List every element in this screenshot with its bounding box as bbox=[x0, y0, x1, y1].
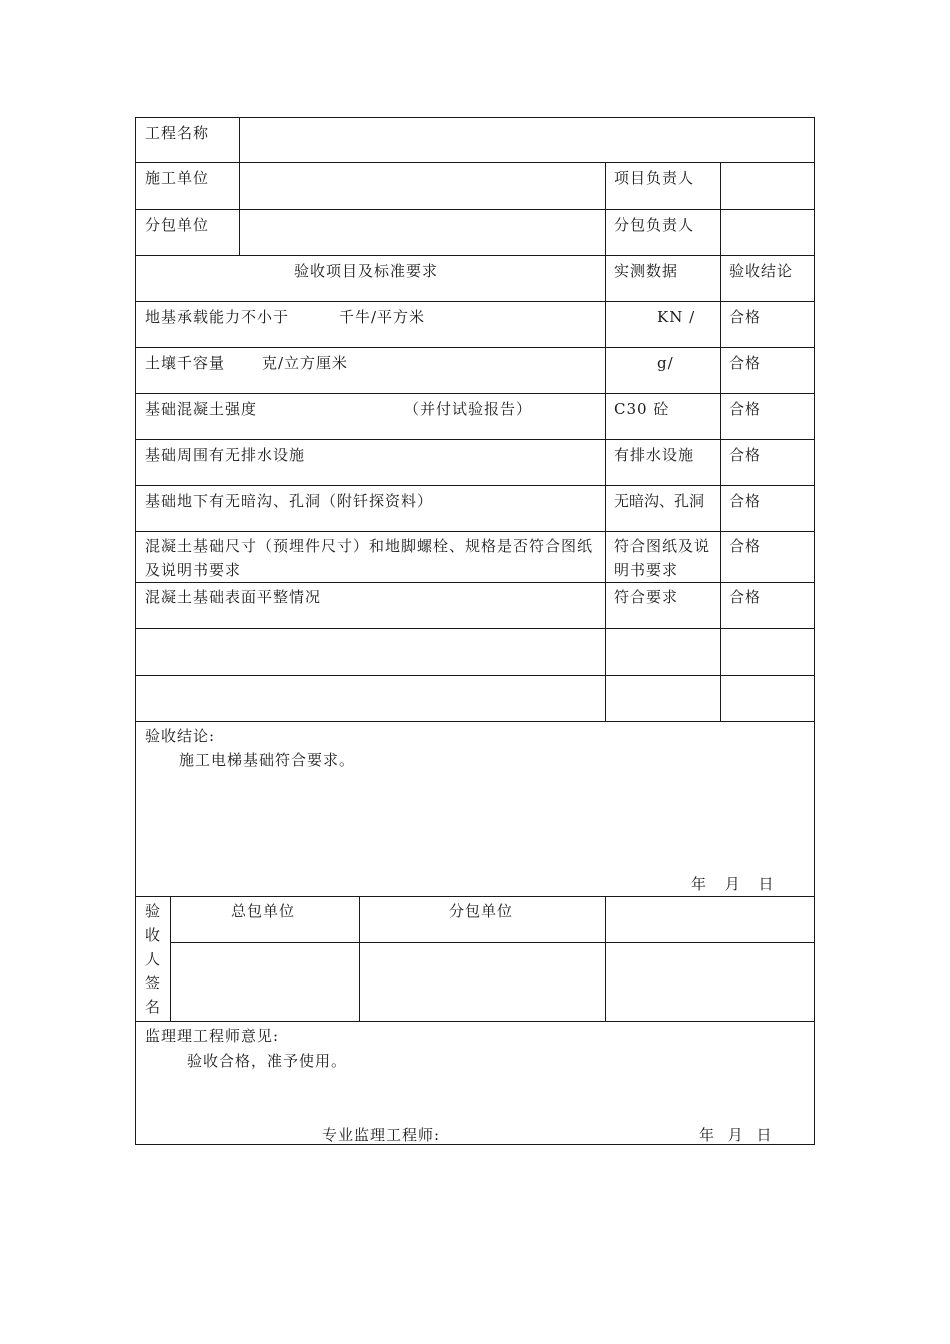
row-divider bbox=[136, 721, 814, 722]
item-measured: 无暗沟、孔洞 bbox=[614, 492, 705, 510]
col-divider bbox=[170, 896, 171, 1021]
row-divider bbox=[136, 439, 814, 440]
row-divider bbox=[136, 628, 814, 629]
item-conclusion: 合格 bbox=[729, 588, 762, 606]
subcontractor-label: 分包单位 bbox=[145, 216, 210, 234]
supervisor-date: 年 月 日 bbox=[699, 1126, 773, 1144]
item-column-header: 验收项目及标准要求 bbox=[294, 262, 439, 280]
item-requirement: 混凝土基础尺寸（预埋件尺寸）和地脚螺栓、规格是否符合图纸及说明书要求 bbox=[145, 537, 594, 579]
row-divider bbox=[136, 347, 814, 348]
row-divider bbox=[170, 942, 814, 943]
project-lead-label: 项目负责人 bbox=[614, 169, 695, 187]
acceptance-label: 验收结论: bbox=[145, 727, 216, 745]
item-conclusion: 合格 bbox=[729, 446, 762, 464]
row-divider bbox=[136, 255, 814, 256]
acceptance-text: 施工电梯基础符合要求。 bbox=[179, 751, 356, 769]
col-divider bbox=[720, 162, 721, 255]
item-measured: g/ bbox=[657, 354, 674, 372]
general-contractor-label: 总包单位 bbox=[231, 902, 296, 920]
signature-side-label-1: 验 bbox=[145, 902, 162, 920]
item-unit: 千牛/平方米 bbox=[339, 308, 426, 326]
col-divider bbox=[605, 896, 606, 1021]
item-requirement: 混凝土基础表面平整情况 bbox=[145, 588, 322, 606]
conclusion-column-header: 验收结论 bbox=[729, 262, 794, 280]
supervisor-label: 监理理工程师意见: bbox=[145, 1027, 280, 1045]
item-measured: 有排水设施 bbox=[614, 446, 695, 464]
item-conclusion: 合格 bbox=[729, 492, 762, 510]
subcontractor-signature-label: 分包单位 bbox=[449, 902, 514, 920]
item-requirement: 土壤千容量 bbox=[145, 354, 226, 372]
row-divider bbox=[136, 896, 814, 897]
col-divider bbox=[605, 162, 606, 255]
item-measured: 符合要求 bbox=[614, 588, 679, 606]
item-requirement: 基础地下有无暗沟、孔洞（附钎探资料） bbox=[145, 492, 434, 510]
item-conclusion: 合格 bbox=[729, 537, 762, 555]
col-divider bbox=[720, 255, 721, 721]
item-requirement: 基础混凝土强度 bbox=[145, 400, 258, 418]
signature-side-label-5: 名 bbox=[145, 998, 162, 1016]
supervisor-text: 验收合格，准予使用。 bbox=[187, 1052, 348, 1070]
item-conclusion: 合格 bbox=[729, 354, 762, 372]
item-unit: 克/立方厘米 bbox=[262, 354, 349, 372]
col-divider bbox=[359, 896, 360, 1021]
sub-lead-label: 分包负责人 bbox=[614, 216, 695, 234]
col-divider bbox=[605, 255, 606, 721]
row-divider bbox=[136, 301, 814, 302]
acceptance-form bbox=[135, 117, 815, 1145]
row-divider bbox=[136, 162, 814, 163]
signature-side-label-4: 签 bbox=[145, 974, 162, 992]
row-divider bbox=[136, 1021, 814, 1022]
col-divider bbox=[239, 118, 240, 255]
contractor-label: 施工单位 bbox=[145, 169, 210, 187]
item-conclusion: 合格 bbox=[729, 308, 762, 326]
project-name-label: 工程名称 bbox=[145, 124, 210, 142]
row-divider bbox=[136, 531, 814, 532]
item-extra: （并付试验报告） bbox=[404, 400, 533, 418]
row-divider bbox=[136, 209, 814, 210]
item-requirement: 基础周围有无排水设施 bbox=[145, 446, 306, 464]
supervisor-engineer-label: 专业监理工程师: bbox=[322, 1126, 441, 1144]
measured-column-header: 实测数据 bbox=[614, 262, 679, 280]
item-measured: KN / bbox=[657, 308, 696, 326]
signature-side-label-2: 收 bbox=[145, 926, 162, 944]
item-measured: 符合图纸及说明书要求 bbox=[614, 537, 711, 579]
acceptance-date: 年 月 日 bbox=[691, 875, 775, 893]
row-divider bbox=[136, 393, 814, 394]
item-measured: C30 砼 bbox=[614, 400, 670, 418]
row-divider bbox=[136, 582, 814, 583]
signature-side-label-3: 人 bbox=[145, 950, 162, 968]
item-conclusion: 合格 bbox=[729, 400, 762, 418]
row-divider bbox=[136, 675, 814, 676]
item-requirement: 地基承载能力不小于 bbox=[145, 308, 290, 326]
row-divider bbox=[136, 485, 814, 486]
